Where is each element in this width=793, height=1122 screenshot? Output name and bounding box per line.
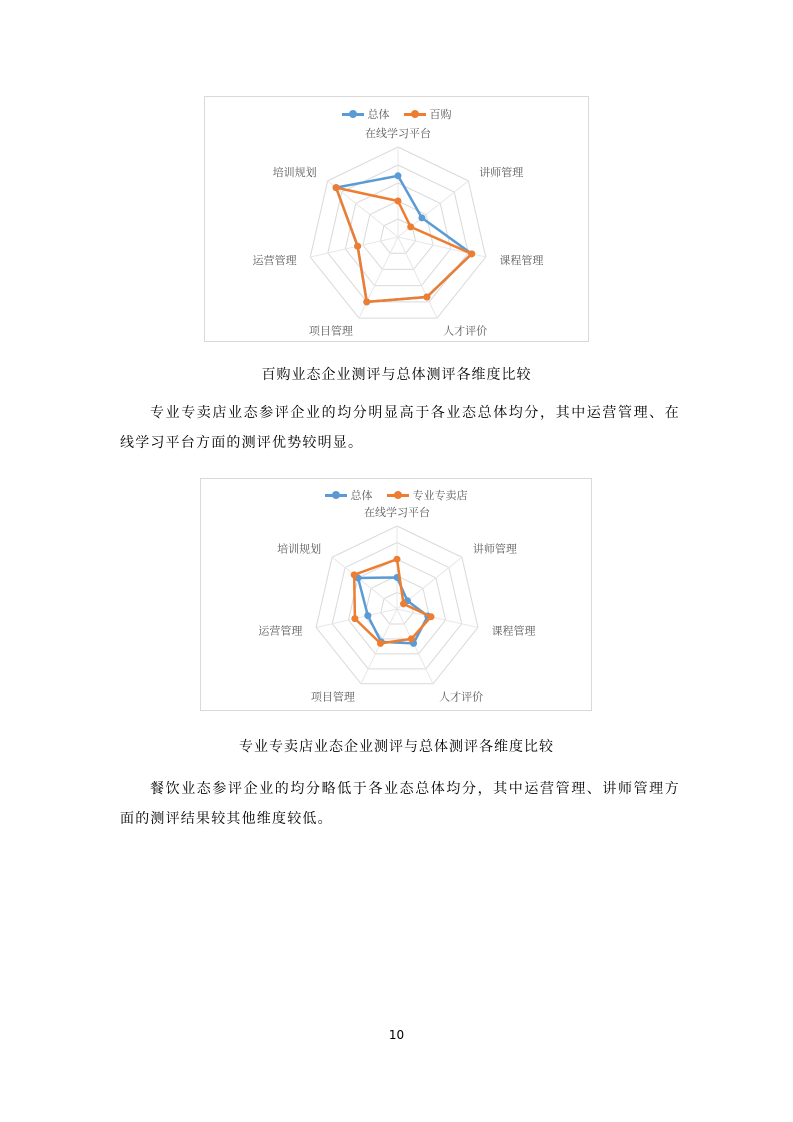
data-point <box>400 600 407 607</box>
data-point <box>408 635 415 642</box>
data-point <box>351 615 358 622</box>
axis-label-category: 培训规划 <box>272 166 317 180</box>
axis-label-category: 人才评价 <box>439 690 484 704</box>
radar-chart-baigou <box>204 96 589 342</box>
axis-label-category: 项目管理 <box>310 690 355 704</box>
grid-spoke <box>398 237 437 318</box>
data-point <box>394 556 401 563</box>
data-point <box>333 184 340 191</box>
radar-plot <box>205 97 590 343</box>
legend-label: 总体 <box>350 489 373 502</box>
series-line <box>354 559 431 643</box>
legend-label: 总体 <box>367 108 390 121</box>
data-point <box>418 214 425 221</box>
paragraph-specialty-store: 专业专卖店业态参评企业的均分明显高于各业态总体均分，其中运营管理、在线学习平台方面的测评优势较明显。 <box>120 405 680 451</box>
legend-label: 百购 <box>429 108 452 121</box>
data-point <box>395 172 402 179</box>
data-point <box>427 613 434 620</box>
data-point <box>364 612 371 619</box>
axis-label-category: 讲师管理 <box>472 542 517 556</box>
axis-label-category: 课程管理 <box>491 624 536 638</box>
data-point <box>354 243 361 250</box>
data-point <box>423 294 430 301</box>
axis-label-category: 在线学习平台 <box>365 127 431 140</box>
axis-label-category: 运营管理 <box>252 254 297 268</box>
axis-label-category: 培训规划 <box>277 542 322 556</box>
page-number: 10 <box>388 1028 405 1042</box>
axis-label-category: 课程管理 <box>499 254 544 268</box>
legend-label: 专业专卖店 <box>412 489 468 502</box>
figure-caption-2: 专业专卖店业态企业测评与总体测评各维度比较 <box>239 739 554 755</box>
axis-label-category: 项目管理 <box>308 324 353 338</box>
axis-label-category: 讲师管理 <box>479 166 524 180</box>
radar-chart-specialty-store <box>200 478 592 711</box>
data-point <box>351 571 358 578</box>
data-point <box>363 298 370 305</box>
data-point <box>468 250 475 257</box>
grid-spoke <box>359 237 398 318</box>
axis-label-category: 人才评价 <box>443 324 488 338</box>
data-point <box>407 223 414 230</box>
axis-label-category: 运营管理 <box>258 624 303 638</box>
axis-label-category: 在线学习平台 <box>364 506 430 519</box>
data-point <box>395 198 402 205</box>
radar-plot <box>201 479 593 712</box>
data-point <box>377 640 384 647</box>
paragraph-catering: 餐饮业态参评企业的均分略低于各业态总体均分，其中运营管理、讲师管理方面的测评结果较其他维度较低。 <box>120 781 680 827</box>
figure-caption-1: 百购业态企业测评与总体测评各维度比较 <box>261 367 532 383</box>
